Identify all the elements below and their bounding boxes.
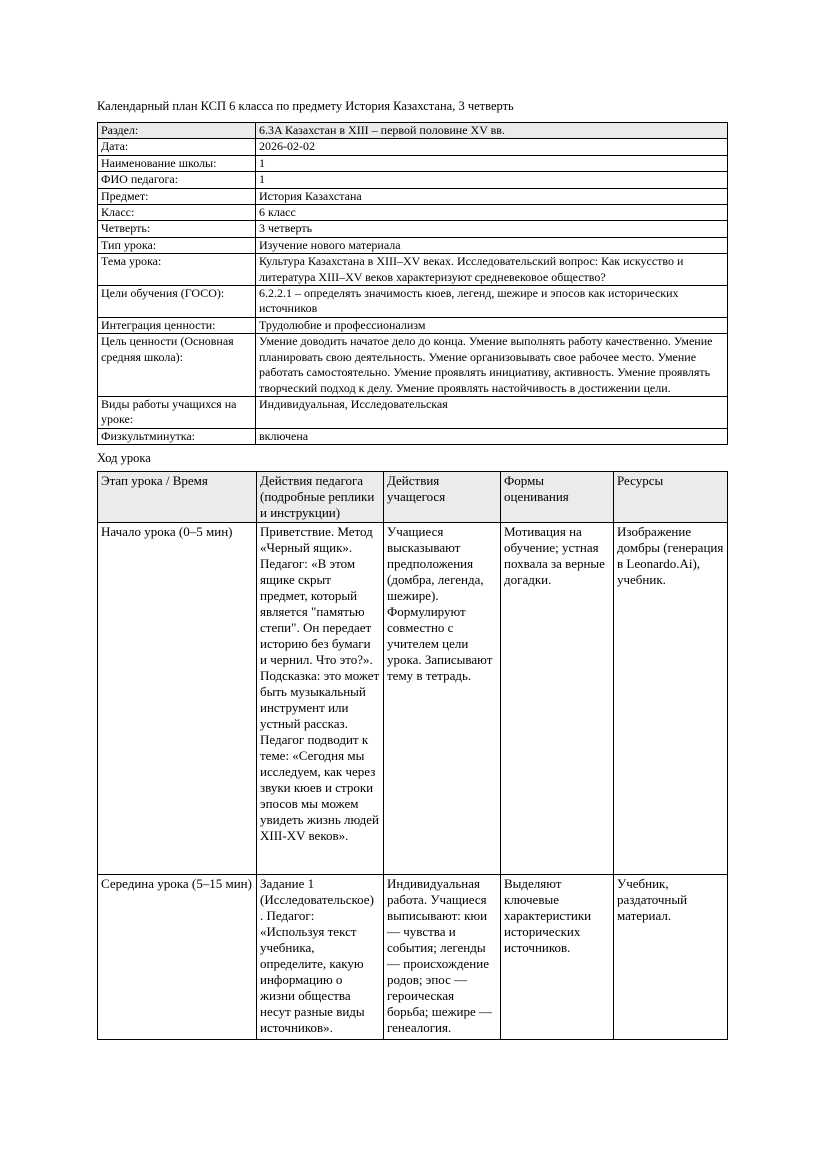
info-row: [98, 286, 728, 318]
lesson-header-cell: Действия педагога (подробные реплики и инструкции): [257, 472, 384, 523]
info-value-cell: 6 класс: [256, 205, 728, 221]
lesson-stage-cell: Середина урока (5–15 мин): [98, 875, 257, 1040]
info-row: [98, 237, 728, 253]
info-label-cell: ФИО педагога:: [98, 172, 256, 188]
teacher-actions-cell: Приветствие. Метод «Черный ящик». Педагог: «В этом ящике скрыт предмет, который является "памятью степи". Он передает историю без бумаги и чернил. Что это?». Подсказка: это может быть музыкальный инструмент или устный рассказ. Педагог подводит к теме: «Сегодня мы исследуем, как через звуки кюев и строки эпосов мы можем увидеть жизнь людей XIII-XV веков».: [257, 523, 384, 875]
info-label-cell: Дата:: [98, 139, 256, 155]
info-label-cell: Класс:: [98, 205, 256, 221]
info-row: [98, 254, 728, 286]
info-row: [98, 396, 728, 428]
document-page: [97, 99, 727, 1040]
lesson-row: [98, 875, 728, 1040]
info-value-cell: 2026-02-02: [256, 139, 728, 155]
info-value-cell: включена: [256, 428, 728, 444]
lesson-flow-heading: Ход урока: [97, 451, 151, 466]
info-value-cell: Изучение нового материала: [256, 237, 728, 253]
teacher-actions-cell: Задание 1 (Исследовательское) . Педагог: «Используя текст учебника, определите, какую информацию о жизни общества несут разные виды источников».: [257, 875, 384, 1040]
resources-cell: Изображение домбры (генерация в Leonardo.Ai), учебник.: [614, 523, 728, 875]
assessment-cell: Мотивация на обучение; устная похвала за верные догадки.: [501, 523, 614, 875]
info-label-cell: Физкультминутка:: [98, 428, 256, 444]
info-value-cell: 6.3A Казахстан в XIII – первой половине XV вв.: [256, 123, 728, 139]
lesson-header-cell: Ресурсы: [614, 472, 728, 523]
info-row: [98, 123, 728, 139]
lesson-info-table: [97, 122, 728, 445]
info-label-cell: Цель ценности (Основная средняя школа):: [98, 334, 256, 397]
info-label-cell: Четверть:: [98, 221, 256, 237]
info-row: [98, 428, 728, 444]
lesson-stage-cell: Начало урока (0–5 мин): [98, 523, 257, 875]
info-value-cell: История Казахстана: [256, 188, 728, 204]
info-label-cell: Раздел:: [98, 123, 256, 139]
document-title: Календарный план КСП 6 класса по предмету История Казахстана, 3 четверть: [97, 99, 514, 113]
info-value-cell: Трудолюбие и профессионализм: [256, 317, 728, 333]
info-row: [98, 172, 728, 188]
info-value-cell: Индивидуальная, Исследовательская: [256, 396, 728, 428]
info-label-cell: Тема урока:: [98, 254, 256, 286]
info-row: [98, 221, 728, 237]
info-value-cell: 1: [256, 172, 728, 188]
student-actions-cell: Индивидуальная работа. Учащиеся выписывают: кюи — чувства и события; легенды — происхождение родов; эпос — героическая борьба; шежире — генеалогия.: [384, 875, 501, 1040]
lesson-header-row: [98, 472, 728, 523]
lesson-header-cell: Этап урока / Время: [98, 472, 257, 523]
assessment-cell: Выделяют ключевые характеристики исторических источников.: [501, 875, 614, 1040]
info-row: [98, 188, 728, 204]
info-label-cell: Цели обучения (ГОСО):: [98, 286, 256, 318]
info-row: [98, 317, 728, 333]
lesson-flow-table: [97, 471, 728, 1040]
lesson-header-cell: Действия учащегося: [384, 472, 501, 523]
info-row: [98, 334, 728, 397]
info-value-cell: Культура Казахстана в XIII–XV веках. Исследовательский вопрос: Как искусство и литература XIII–XV веков характеризуют средневековое общество?: [256, 254, 728, 286]
info-label-cell: Виды работы учащихся на уроке:: [98, 396, 256, 428]
info-value-cell: 3 четверть: [256, 221, 728, 237]
lesson-row: [98, 523, 728, 875]
info-label-cell: Интеграция ценности:: [98, 317, 256, 333]
info-value-cell: 1: [256, 155, 728, 171]
info-value-cell: Умение доводить начатое дело до конца. Умение выполнять работу качественно. Умение планировать свою деятельность. Умение организовывать свое рабочее место. Умение работать самостоятельно. Умение проявлять инициативу, активность. Умение проявлять творческий подход к делу. Умение проявлять настойчивость в достижении цели.: [256, 334, 728, 397]
info-row: [98, 205, 728, 221]
info-row: [98, 155, 728, 171]
info-label-cell: Предмет:: [98, 188, 256, 204]
info-value-cell: 6.2.2.1 – определять значимость кюев, легенд, шежире и эпосов как исторических источников: [256, 286, 728, 318]
lesson-header-cell: Формы оценивания: [501, 472, 614, 523]
resources-cell: Учебник, раздаточный материал.: [614, 875, 728, 1040]
info-label-cell: Тип урока:: [98, 237, 256, 253]
info-row: [98, 139, 728, 155]
info-label-cell: Наименование школы:: [98, 155, 256, 171]
student-actions-cell: Учащиеся высказывают предположения (домбра, легенда, шежире). Формулируют совместно с учителем цели урока. Записывают тему в тетрадь.: [384, 523, 501, 875]
